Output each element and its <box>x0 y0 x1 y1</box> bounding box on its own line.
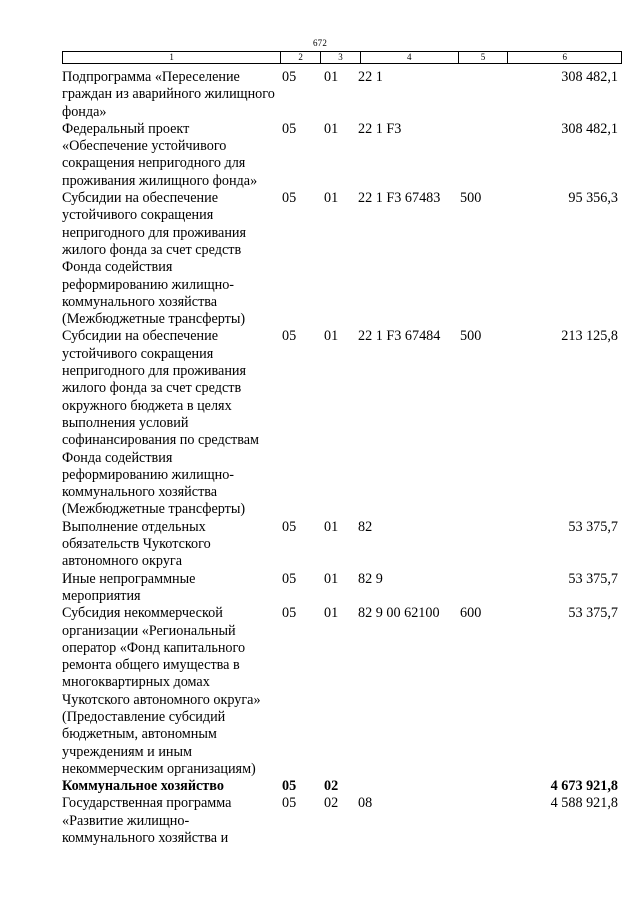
row-subsection: 02 <box>324 795 339 812</box>
table-row <box>62 328 622 518</box>
row-section: 05 <box>282 605 297 622</box>
row-subsection: 01 <box>324 328 339 345</box>
table-row <box>62 121 622 190</box>
row-target-code: 22 1 F3 67483 <box>358 190 441 207</box>
row-section: 05 <box>282 518 297 535</box>
row-sum: 53 375,7 <box>568 605 618 622</box>
table-header <box>62 51 622 64</box>
row-sum: 53 375,7 <box>568 518 618 535</box>
row-subsection: 01 <box>324 570 339 587</box>
row-name: Субсидии на обеспечение устойчивого сокращения непригодного для проживания жилого фонда за счет средств Фонда содействия реформированию жилищно-коммунального хозяйства (Межбюджетные трансферты) <box>62 190 247 328</box>
row-name: Выполнение отдельных обязательств Чукотского автономного округа <box>62 518 211 570</box>
row-section: 05 <box>282 69 297 85</box>
row-subsection: 01 <box>324 69 339 85</box>
row-sum: 308 482,1 <box>561 69 618 85</box>
row-section: 05 <box>282 328 297 345</box>
header-col-5: 5 <box>459 52 509 63</box>
header-col-6: 6 <box>562 52 567 62</box>
table-row <box>62 190 622 328</box>
page-number: 672 <box>312 38 328 48</box>
header-col-2: 2 <box>281 52 321 63</box>
row-expense-type: 600 <box>460 605 482 622</box>
header-col-3: 3 <box>321 52 361 63</box>
row-target-code: 22 1 F3 <box>358 120 402 137</box>
row-expense-type: 500 <box>460 190 482 207</box>
row-name: Иные непрограммные мероприятия <box>62 570 196 604</box>
row-name: Федеральный проект «Обеспечение устойчивого сокращения непригодного для проживания жилищного фонда» <box>62 120 258 189</box>
row-name: Государственная программа «Развитие жилищно-коммунального хозяйства и <box>62 795 232 847</box>
row-sum: 213 125,8 <box>561 328 618 345</box>
row-name: Подпрограмма «Переселение граждан из аварийного жилищного фонда» <box>62 69 275 120</box>
row-section: 05 <box>282 570 297 587</box>
table-body <box>62 69 622 847</box>
row-sum: 95 356,3 <box>568 190 618 207</box>
row-subsection: 01 <box>324 518 339 535</box>
row-target-code: 82 <box>358 518 373 535</box>
row-expense-type: 500 <box>460 328 482 345</box>
row-name: Субсидия некоммерческой организации «Региональный оператор «Фонд капитального ремонта общего имущества в многоквартирных домах Чукотского автономного округа» (Предоставление субсидий бюджетным, автономным учреждениям и иным некоммерческим организациям) <box>62 605 261 777</box>
row-target-code: 22 1 F3 67484 <box>358 328 441 345</box>
row-sum: 308 482,1 <box>561 120 618 137</box>
row-section: 05 <box>282 778 297 795</box>
row-target-code: 22 1 <box>358 69 383 85</box>
row-sum: 4 673 921,8 <box>550 778 618 795</box>
row-target-code: 82 9 <box>358 570 383 587</box>
table-row <box>62 605 622 778</box>
row-sum: 53 375,7 <box>568 570 618 587</box>
row-section: 05 <box>282 190 297 207</box>
row-name: Субсидии на обеспечение устойчивого сокращения непригодного для проживания жилого фонда за счет средств окружного бюджета в целях выполнения условий софинансирования по средствам Фонда содействия реформированию жилищно-коммунального хозяйства (Межбюджетные трансферты) <box>62 328 260 518</box>
table-row <box>62 69 622 121</box>
row-section: 05 <box>282 795 297 812</box>
row-subsection: 01 <box>324 605 339 622</box>
row-target-code: 82 9 00 62100 <box>358 605 440 622</box>
row-name: Коммунальное хозяйство <box>62 778 224 795</box>
row-subsection: 01 <box>324 190 339 207</box>
row-section: 05 <box>282 120 297 137</box>
header-col-1: 1 <box>63 52 281 63</box>
table-row <box>62 795 622 847</box>
row-target-code: 08 <box>358 795 373 812</box>
row-subsection: 01 <box>324 120 339 137</box>
header-col-4: 4 <box>361 52 459 63</box>
table-row <box>62 519 622 571</box>
table-row-section-total <box>62 778 622 795</box>
row-subsection: 02 <box>324 778 339 795</box>
table-row <box>62 571 622 606</box>
row-sum: 4 588 921,8 <box>550 795 618 812</box>
